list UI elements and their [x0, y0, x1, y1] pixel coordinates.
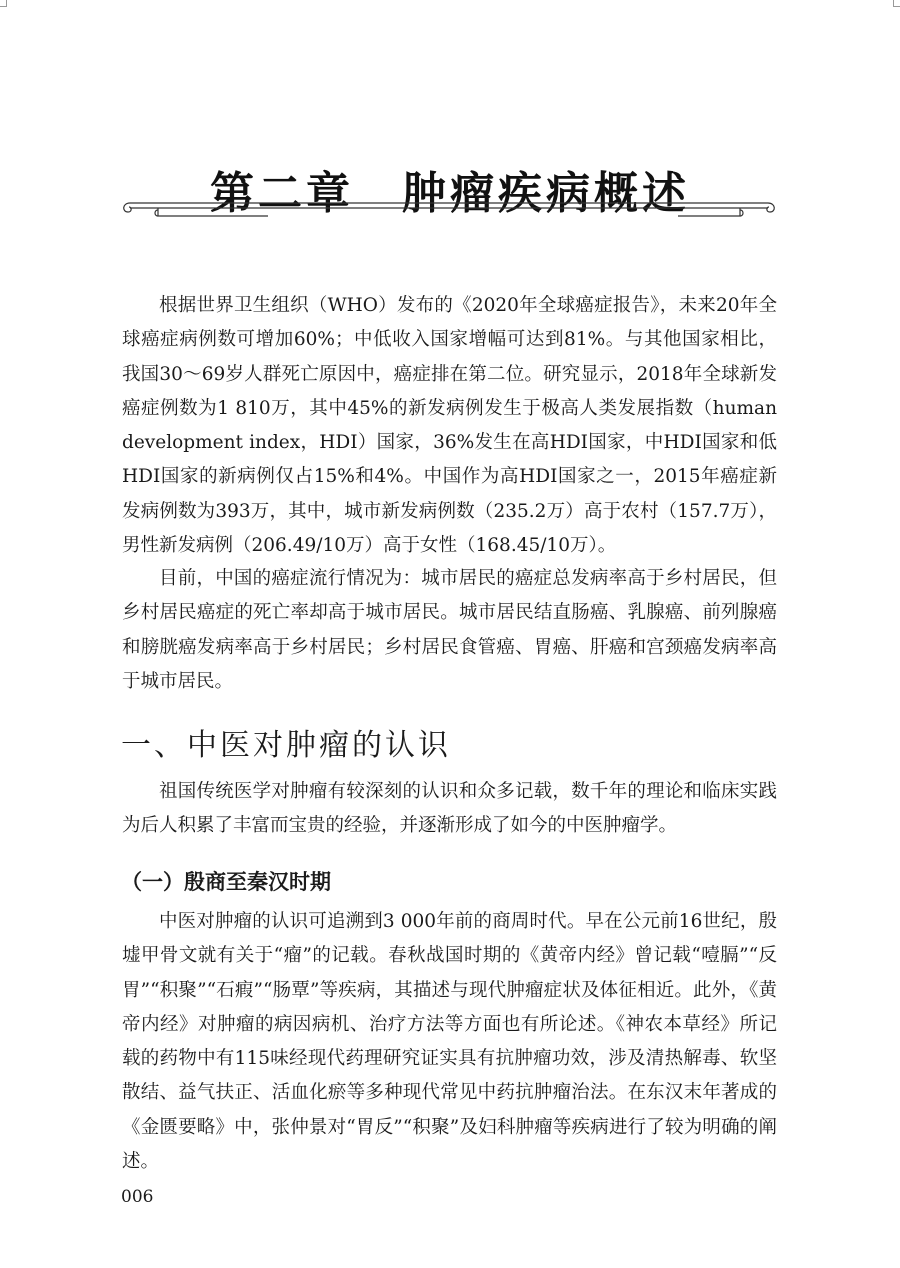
- section-heading: 一、中医对肿瘤的认识: [121, 728, 451, 763]
- sub-heading: （一）殷商至秦汉时期: [121, 870, 331, 894]
- paragraph-shang-qin-han: 中医对肿瘤的认识可追溯到3 000年前的商周时代。早在公元前16世纪，殷墟甲骨文就有关于“瘤”的记载。春秋战国时期的《黄帝内经》曾记载“噎膈”“反胃”“积聚”“石瘕”“肠覃”等疾病，其描述与现代肿瘤症状及体征相近。此外，《黄帝内经》对肿瘤的病因病机、治疗方法等方面也有所论述。《神农本草经》所记载的药物中有115味经现代药理研究证实具有抗肿瘤功效，涉及清热解毒、软坚散结、益气扶正、活血化瘀等多种现代常见中药抗肿瘤治法。在东汉末年著成的《金匮要略》中，张仲景对“胃反”“积聚”及妇科肿瘤等疾病进行了较为明确的阐述。: [122, 911, 777, 1173]
- crop-mark-top-right: [893, 0, 900, 7]
- paragraph-cancer-statistics: 根据世界卫生组织（WHO）发布的《2020年全球癌症报告》，未来20年全球癌症病例数可增加60%；中低收入国家增幅可达到81%。与其他国家相比，我国30～69岁人群死亡原因中，癌症排在第二位。研究显示，2018年全球新发癌症例数为1 810万，其中45%的新发病例发生于极高人类发展指数（human development index，HDI）国家，36%发生在高HDI国家，中HDI国家和低HDI国家的新病例仅占15%和4%。中国作为高HDI国家之一，2015年癌症新发病例数为393万，其中，城市新发病例数（235.2万）高于农村（157.7万），男性新发病例（206.49/10万）高于女性（168.45/10万）。: [122, 295, 777, 557]
- paragraph-cancer-epidemiology-china: 目前，中国的癌症流行情况为：城市居民的癌症总发病率高于乡村居民，但乡村居民癌症的死亡率却高于城市居民。城市居民结直肠癌、乳腺癌、前列腺癌和膀胱癌发病率高于乡村居民；乡村居民食管癌、胃癌、肝癌和宫颈癌发病率高于城市居民。: [122, 568, 777, 692]
- crop-mark-top-left: [0, 0, 7, 7]
- chapter-title: 第二章 肿瘤疾病概述: [210, 168, 690, 220]
- paragraph-tcm-overview: 祖国传统医学对肿瘤有较深刻的认识和众多记载，数千年的理论和临床实践为后人积累了丰富而宝贵的经验，并逐渐形成了如今的中医肿瘤学。: [122, 781, 777, 837]
- page-number: 006: [121, 1187, 154, 1207]
- title-ornament: [118, 196, 780, 222]
